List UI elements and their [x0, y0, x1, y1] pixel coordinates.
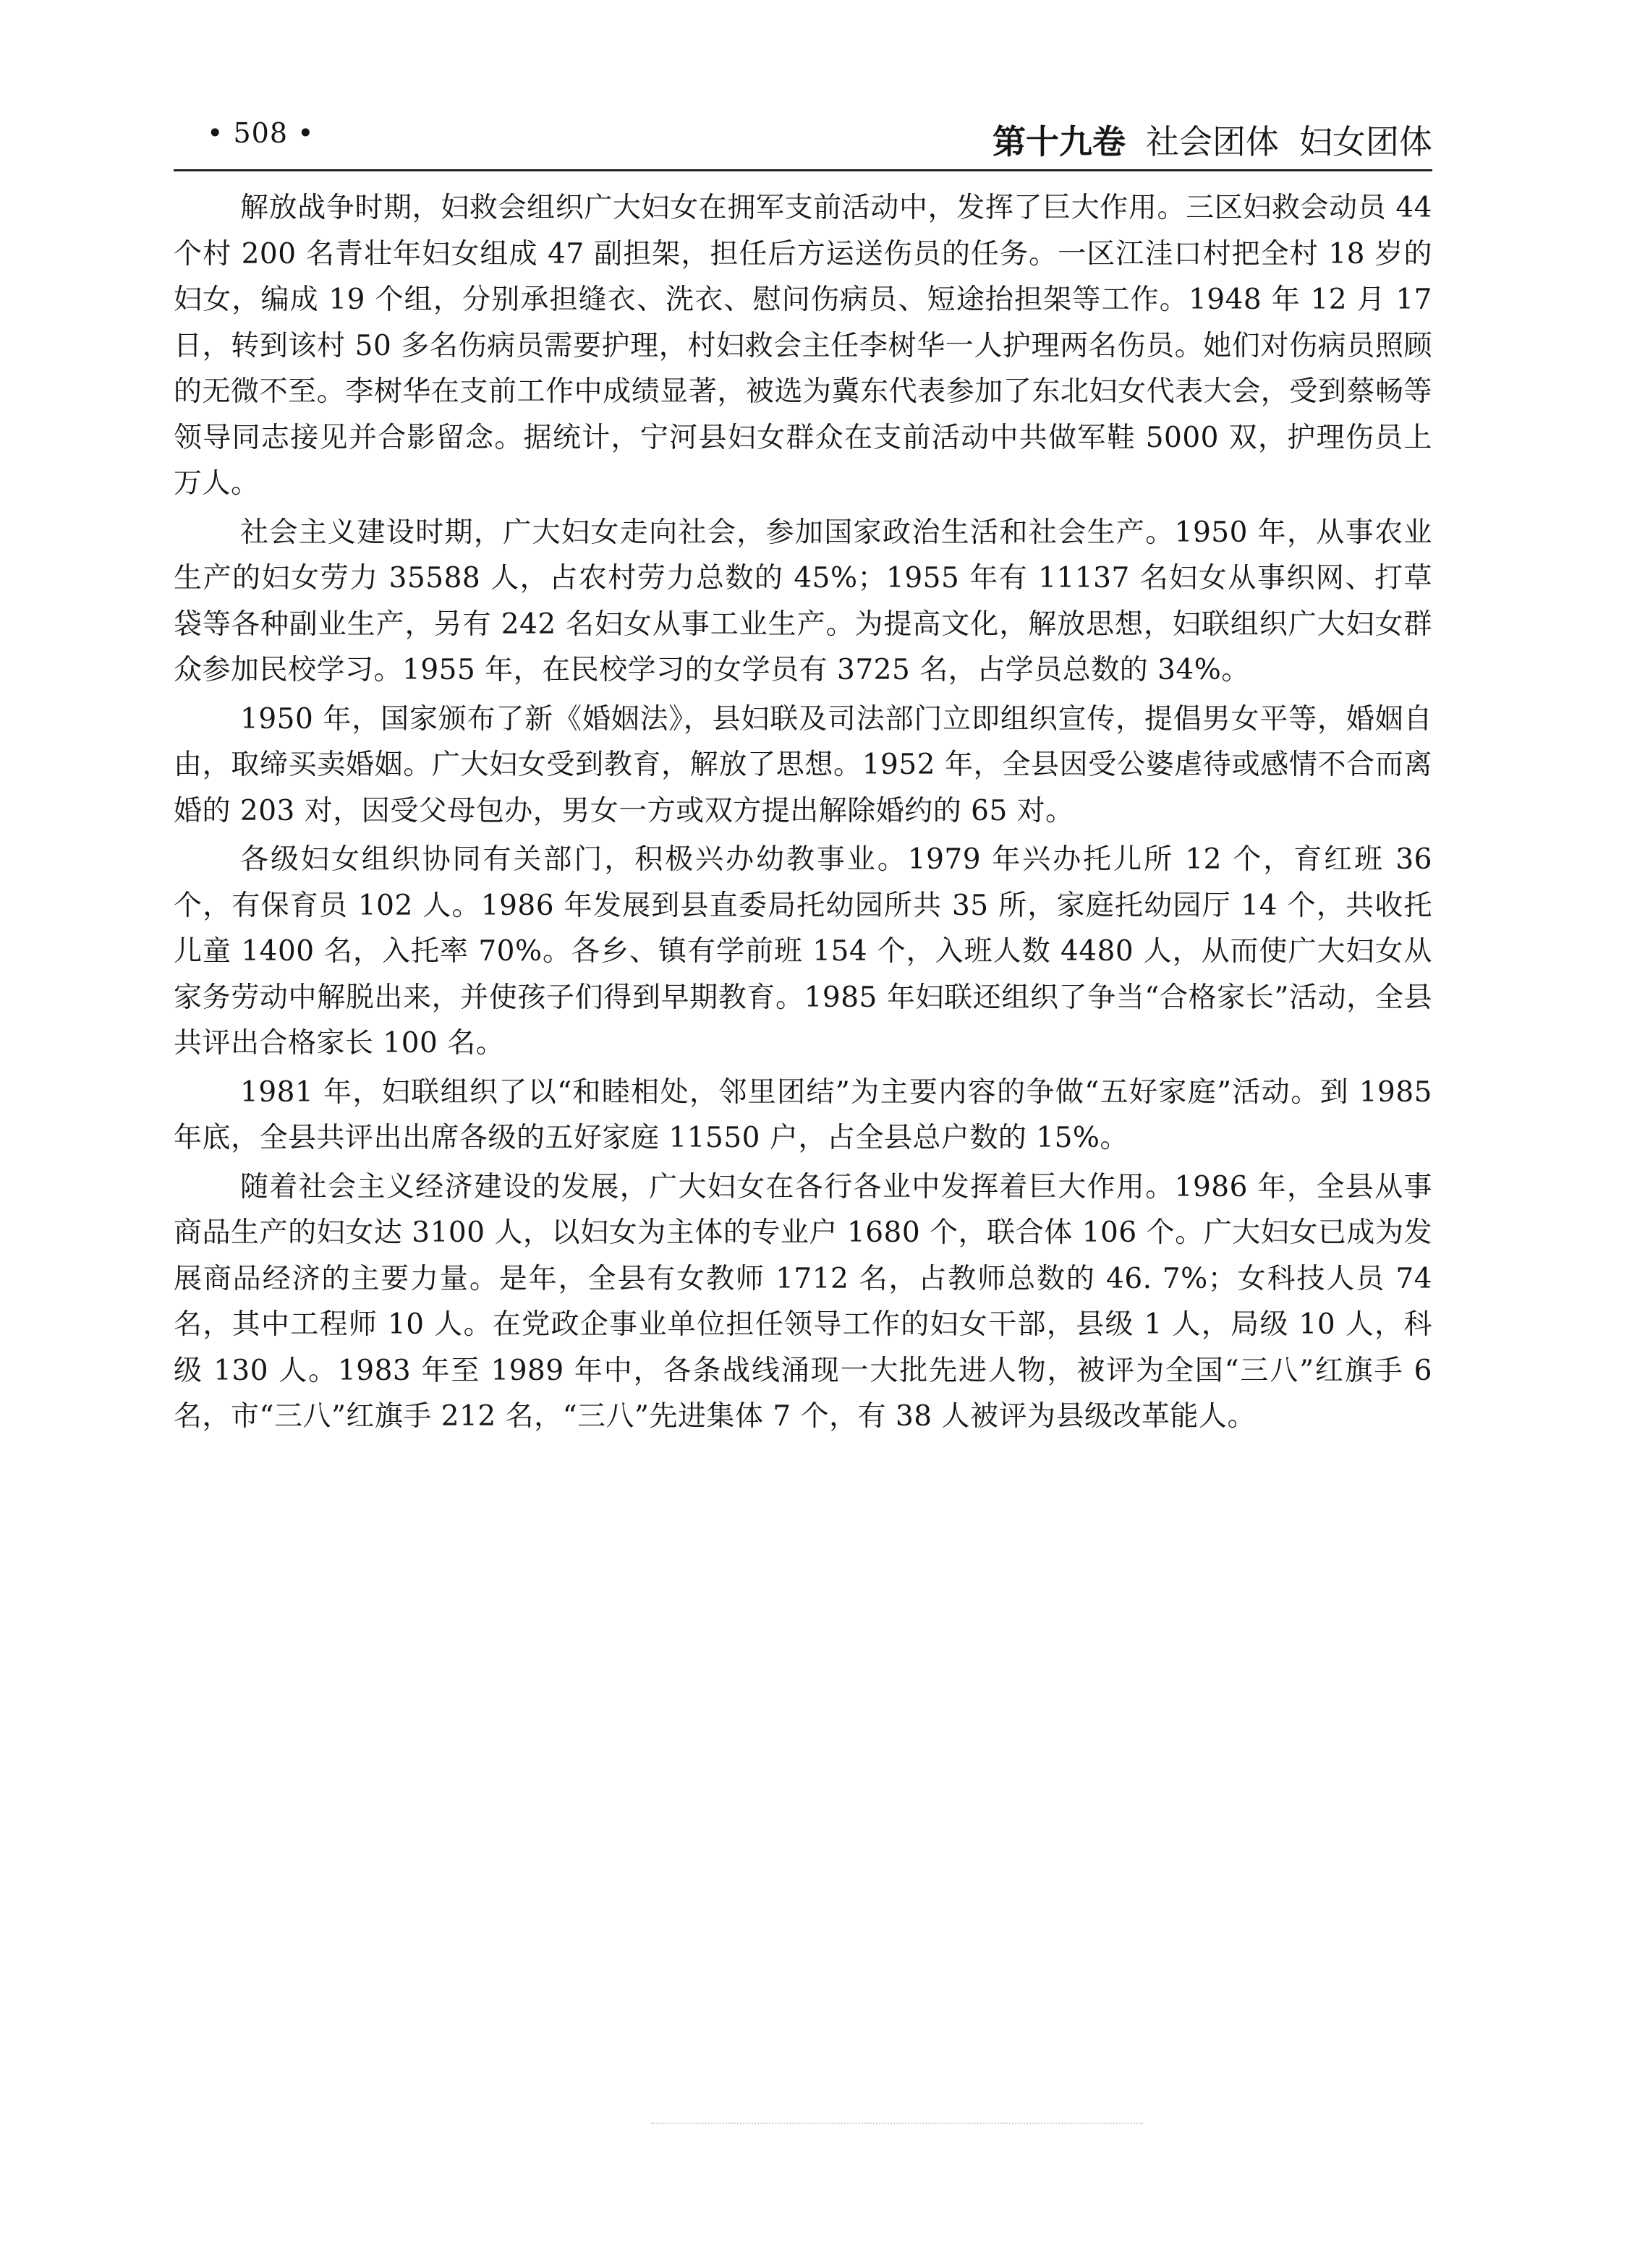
paragraph-five-good-families: 1981 年，妇联组织了以“和睦相处，邻里团结”为主要内容的争做“五好家庭”活动。到 1985 年底，全县共评出出席各级的五好家庭 11550 户，占全县总户数的 15%。 — [174, 1075, 1432, 1154]
paragraph-war-support: 解放战争时期，妇救会组织广大妇女在拥军支前活动中，发挥了巨大作用。三区妇救会动员 44 个村 200 名青壮年妇女组成 47 副担架，担任后方运送伤员的任务。一区江洼口村把全村 18 岁的妇女，编成 19 个组，分别承担缝衣、洗衣、慰问伤病员、短途抬担架等工作。1948 年 12 月 17 日，转到该村 50 多名伤病员需要护理，村妇救会主任李树华一人护理两名伤员。她们对伤病员照顾的无微不至。李树华在支前工作中成绩显著，被选为冀东代表参加了东北妇女代表大会，受到蔡畅等领导同志接见并合影留念。据统计，宁河县妇女群众在支前活动中共做军鞋 5000 双，护理伤员上万人。 — [174, 192, 1432, 500]
paragraph-marriage-law: 1950 年，国家颁布了新《婚姻法》，县妇联及司法部门立即组织宣传，提倡男女平等，婚姻自由，取缔买卖婚姻。广大妇女受到教育，解放了思想。1952 年，全县因受公婆虐待或感情不合而离婚的 203 对，因受父母包办，男女一方或双方提出解除婚约的 65 对。 — [174, 702, 1432, 827]
page-header — [174, 116, 1432, 174]
section-title: 社会团体 — [1146, 122, 1279, 161]
running-head — [992, 116, 1432, 163]
header-divider — [174, 169, 1432, 171]
scan-artifact — [651, 2123, 1143, 2130]
paragraph-socialist-construction: 社会主义建设时期，广大妇女走向社会，参加国家政治生活和社会生产。1950 年，从事农业生产的妇女劳力 35588 人，占农村劳力总数的 45%；1955 年有 11137 名妇女从事织网、打草袋等各种副业生产，另有 242 名妇女从事工业生产。为提高文化，解放思想，妇联组织广大妇女群众参加民校学习。1955 年，在民校学习的女学员有 3725 名，占学员总数的 34%。 — [174, 516, 1432, 686]
paragraph-childcare: 各级妇女组织协同有关部门，积极兴办幼教事业。1979 年兴办托儿所 12 个，育红班 36 个，有保育员 102 人。1986 年发展到县直委局托幼园所共 35 所，家庭托幼园厅 14 个，共收托儿童 1400 名，入托率 70%。各乡、镇有学前班 154 个，入班人数 4480 人，从而使广大妇女从家务劳动中解脱出来，并使孩子们得到早期教育。1985 年妇联还组织了争当“合格家长”活动，全县共评出合格家长 100 名。 — [174, 843, 1432, 1060]
body-text — [174, 185, 1432, 1440]
paragraph-economic-role: 随着社会主义经济建设的发展，广大妇女在各行各业中发挥着巨大作用。1986 年，全县从事商品生产的妇女达 3100 人，以妇女为主体的专业户 1680 个，联合体 106 个。广大妇女已成为发展商品经济的主要力量。是年，全县有女教师 1712 名，占教师总数的 46. 7%；女科技人员 74 名，其中工程师 10 人。在党政企事业单位担任领导工作的妇女干部，县级 1 人，局级 10 人，科级 130 人。1983 年至 1989 年中，各条战线涌现一大批先进人物，被评为全国“三八”红旗手 6 名，市“三八”红旗手 212 名，“三八”先进集体 7 个，有 38 人被评为县级改革能人。 — [174, 1170, 1432, 1433]
volume-title: 第十九卷 — [992, 122, 1126, 161]
subsection-title: 妇女团体 — [1299, 122, 1432, 161]
page-number: • 508 • — [207, 117, 315, 149]
